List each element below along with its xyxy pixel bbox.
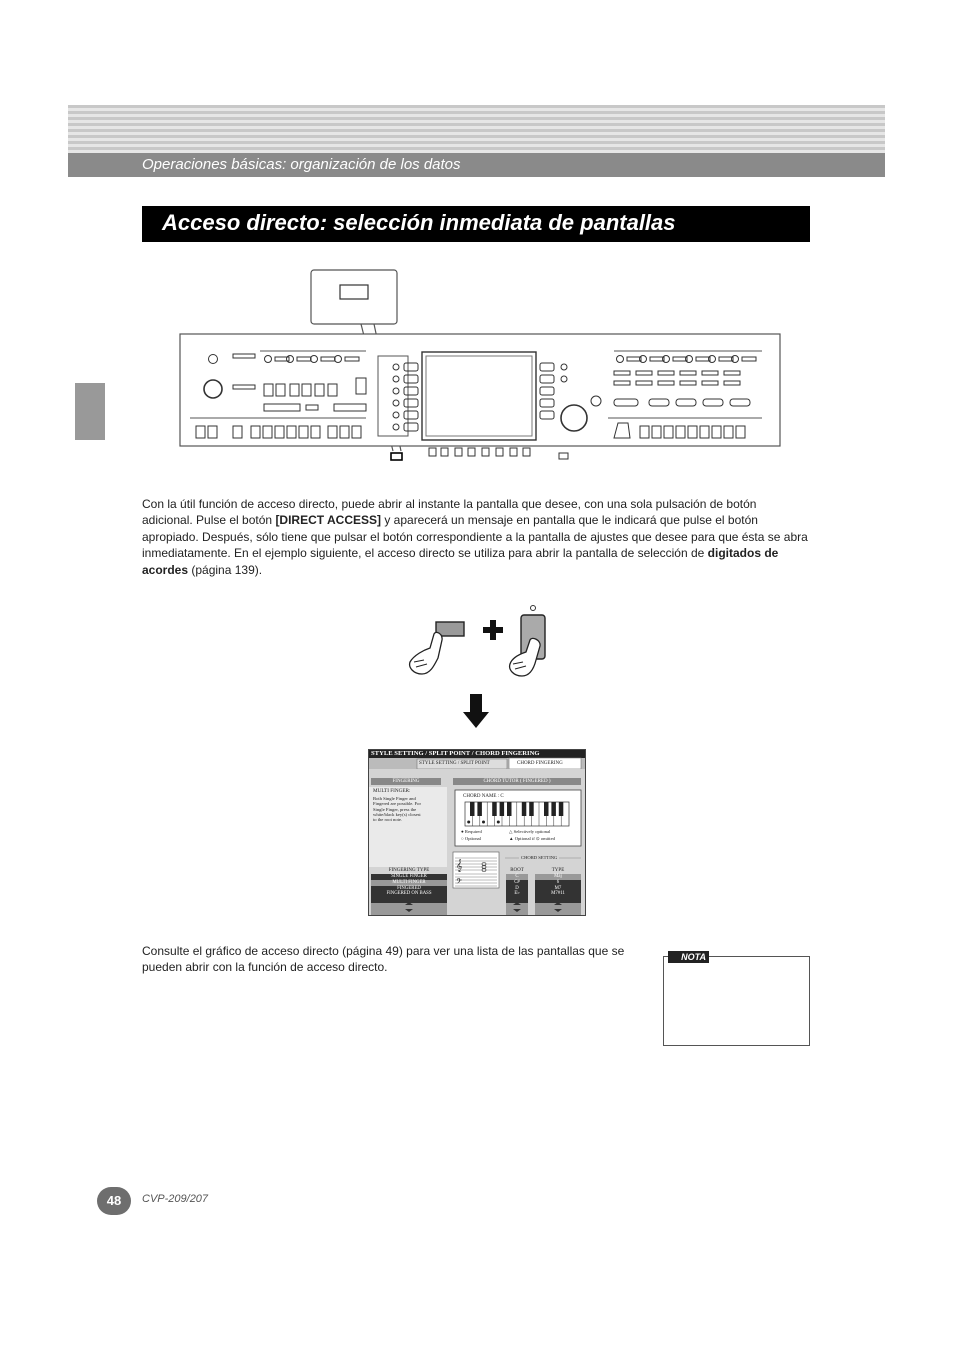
lcd-legend-optional: ○ Optional [461, 836, 481, 841]
intro-text-2: y aparecerá un mensaje en pantalla que le indicará que pulse el botón apropiado. Después, sólo tiene que pulsar el botón correspondiente a la pantalla de ajustes que desee para que ésta se abra inmediatamente. En el ejemplo siguiente, el acceso directo se utiliza para abrir la pantalla de selección de [142, 513, 808, 561]
model-name: CVP-209/207 [142, 1193, 209, 1205]
lcd-fingering-option[interactable]: FINGERED ON BASS [386, 891, 432, 897]
intro-text-1: Con la útil función de acceso directo, puede abrir al instante la pantalla que desee, con una sola pulsación de botón adicional. Pulse el botón [142, 497, 757, 528]
lcd-root-option[interactable]: C# [514, 879, 520, 885]
lcd-legend-selective: △ Selectively optional [509, 829, 551, 834]
chapter-tab [75, 383, 105, 440]
lcd-root-option[interactable]: C [515, 874, 519, 879]
lcd-fingering-option[interactable]: MULTI FINGER [392, 879, 426, 885]
button-press-illustration [400, 600, 560, 690]
svg-text:𝄞: 𝄞 [456, 860, 463, 872]
lcd-type-option[interactable]: M7#11 [551, 891, 565, 897]
page-title: Acceso directo: selección inmediata de pantallas [162, 210, 676, 235]
lcd-legend-omitted: ▲ Optional if ⊙ omitted [509, 836, 555, 841]
lcd-type-label: TYPE [551, 868, 565, 873]
lcd-root-option[interactable]: D [515, 885, 519, 891]
lcd-legend-required: ● Required [461, 829, 482, 834]
lcd-type-option[interactable]: 6 [556, 879, 560, 885]
lcd-desc-line: Single Finger, press the [373, 806, 417, 812]
lcd-type-list[interactable] [535, 874, 581, 897]
lcd-type-option[interactable]: M7 [554, 885, 562, 891]
lcd-fingering-option[interactable]: SINGLE FINGER [391, 874, 427, 879]
note-box [663, 956, 810, 1046]
down-arrow-icon [463, 694, 489, 730]
reference-paragraph: Consulte el gráfico de acceso directo (página 49) para ver una lista de las pantallas que se pueden abrir con la función de acceso directo. [142, 944, 625, 975]
intro-paragraph [142, 496, 810, 578]
direct-access-button-ref: [DIRECT ACCESS] [275, 513, 381, 528]
lcd-desc-line: Both Single Finger and [373, 796, 416, 801]
lcd-chord-name: CHORD NAME : C [463, 794, 504, 799]
panel-illustration [178, 268, 782, 463]
page-number: 48 [97, 1187, 131, 1215]
section-title: Operaciones básicas: organización de los datos [142, 156, 461, 173]
chord-fingering-ref: digitados de acordes [142, 546, 779, 577]
note-badge: NOTA [668, 951, 709, 963]
lcd-mode-title: MULTI FINGER: [373, 788, 411, 794]
lcd-desc-line: white/black key(s) closest [373, 811, 421, 817]
lcd-title: STYLE SETTING / SPLIT POINT / CHORD FINGERING [371, 750, 540, 757]
lcd-chord-setting: CHORD SETTING [521, 855, 558, 860]
lcd-mode-description [373, 796, 421, 822]
lcd-root-list[interactable] [506, 874, 528, 897]
lcd-fingering-header: FINGERING [392, 779, 420, 784]
lcd-tab-style-setting[interactable]: STYLE SETTING / SPLIT POINT [419, 761, 490, 766]
lcd-fingering-type-list[interactable] [371, 874, 447, 897]
lcd-type-option[interactable]: Maj [554, 874, 562, 879]
header-stripes [68, 105, 885, 155]
intro-text-3: (página 139). [188, 562, 263, 577]
svg-text:𝄢: 𝄢 [456, 877, 462, 887]
lcd-tab-chord-fingering[interactable]: CHORD FINGERING [517, 761, 563, 766]
lcd-screen [368, 749, 586, 916]
lcd-root-label: ROOT [510, 868, 524, 873]
lcd-root-option[interactable]: E♭ [514, 891, 520, 897]
lcd-tutor-header: CHORD TUTOR ( FINGERED ) [483, 779, 551, 784]
lcd-desc-line: Fingered are possible. For [373, 801, 421, 807]
lcd-fingering-type-label: FINGERING TYPE [388, 868, 430, 873]
lcd-fingering-option[interactable]: FINGERED [397, 885, 421, 891]
lcd-desc-line: to the root note. [373, 817, 403, 823]
